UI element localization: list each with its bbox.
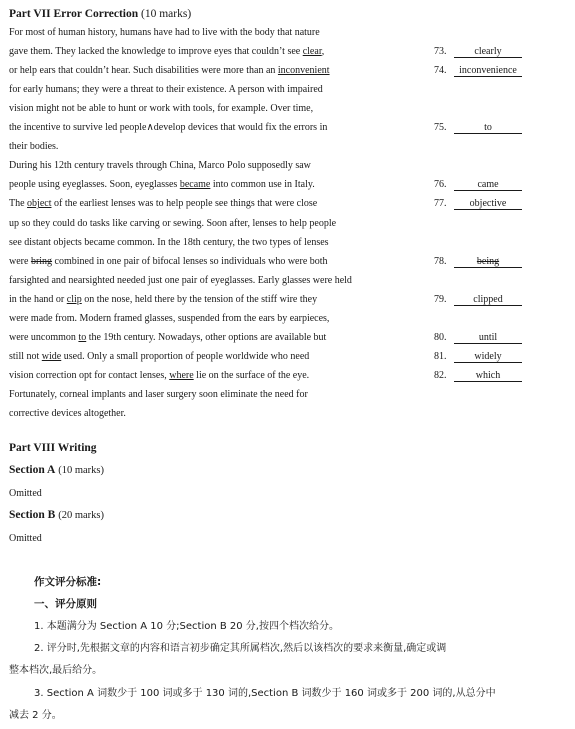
passage-text: were	[9, 255, 31, 267]
underlined-error: object	[27, 198, 52, 210]
passage-line	[9, 178, 315, 191]
section-a-heading	[9, 463, 104, 478]
passage-text: farsighted and nearsighted needed just one pair of eyeglasses. Early glasses were held	[9, 274, 352, 286]
passage-text: of the earliest lenses was to help people see things that were close	[51, 198, 318, 210]
section-a-content: Omitted	[9, 488, 42, 499]
answer-number: 82.	[434, 369, 447, 381]
answer-item	[434, 331, 522, 344]
answer-item	[434, 369, 522, 382]
passage-line	[9, 331, 326, 344]
answer-number: 81.	[434, 350, 447, 362]
underlined-error: clip	[66, 293, 82, 305]
passage-text: corrective devices altogether.	[9, 408, 126, 419]
insertion-caret-icon: ∧	[146, 122, 154, 134]
part7-heading	[9, 7, 191, 21]
passage-line	[9, 407, 126, 420]
answer-blank: came	[454, 179, 522, 191]
answer-number: 73.	[434, 46, 447, 58]
answer-blank: widely	[454, 351, 522, 363]
answer-blank: being	[454, 256, 522, 268]
passage-text: the incentive to survive led people	[9, 122, 147, 134]
underlined-error: where	[169, 369, 194, 381]
section-b-content: Omitted	[9, 533, 42, 544]
answer-number: 77.	[434, 198, 447, 210]
answer-blank: clipped	[454, 294, 522, 306]
answer-item	[434, 255, 522, 268]
passage-line	[9, 217, 336, 230]
passage-line	[9, 369, 309, 382]
underlined-error: wide	[41, 350, 62, 362]
answer-blank: to	[454, 122, 522, 134]
passage-text: for early humans; they were a threat to their existence. A person with impaired	[9, 84, 323, 96]
part8-heading	[9, 441, 97, 455]
section-b-heading	[9, 508, 104, 523]
passage-line	[9, 121, 327, 134]
passage-text: were uncommon	[9, 331, 79, 343]
answer-item	[434, 121, 522, 134]
passage-text: people using eyeglasses. Soon, eyeglasses	[9, 179, 180, 191]
answer-number: 75.	[434, 122, 447, 134]
passage-line	[9, 236, 329, 249]
answer-item	[434, 350, 522, 363]
criteria-item-2-cont: 整本档次,最后给分。	[9, 665, 103, 676]
passage-line	[9, 312, 329, 325]
answer-blank: until	[454, 332, 522, 344]
passage-text: on the nose, held there by the tension of the stiff wire they	[81, 293, 318, 305]
criteria-item-2: 2. 评分时,先根据文章的内容和语言初步确定其所属档次,然后以该档次的要求来衡量,确定或调	[34, 643, 447, 654]
passage-text: For most of human history, humans have had to live with the body that nature	[9, 27, 320, 38]
passage-text: lie on the surface of the eye.	[193, 369, 310, 381]
passage-line	[9, 388, 308, 401]
passage-line	[9, 197, 317, 210]
answer-item	[434, 293, 522, 306]
passage-line	[9, 159, 311, 172]
passage-text: the 19th century. Nowadays, other options are available but	[86, 331, 327, 343]
underlined-error: to	[78, 331, 87, 343]
passage-text: were made from. Modern framed glasses, suspended from the ears by earpieces,	[9, 312, 330, 324]
answer-item	[434, 64, 522, 77]
answer-item	[434, 197, 522, 210]
passage-text: develop devices that would fix the errors in	[153, 122, 328, 134]
section-b-marks: (20 marks)	[58, 510, 104, 521]
passage-text: or help ears that couldn’t hear. Such disabilities were more than an	[9, 65, 278, 77]
criteria-item-3-cont: 减去 2 分。	[9, 710, 62, 721]
section-b-label: Section B	[9, 509, 56, 521]
passage-text: still not	[9, 350, 42, 362]
answer-number: 78.	[434, 255, 447, 267]
passage-line	[9, 350, 309, 363]
passage-line	[9, 255, 328, 268]
passage-line	[9, 293, 317, 306]
passage-line	[9, 83, 323, 96]
underlined-error: clear	[302, 46, 322, 58]
answer-blank: inconvenience	[454, 65, 522, 77]
passage-text: their bodies.	[9, 141, 59, 153]
answer-blank: which	[454, 370, 522, 382]
criteria-item-3: 3. Section A 词数少于 100 词或多于 130 词的,Section B 词数少于 160 词或多于 200 词的,从总分中	[34, 688, 496, 699]
answer-number: 80.	[434, 331, 447, 343]
passage-line	[9, 26, 320, 39]
section-a-marks: (10 marks)	[58, 465, 104, 476]
underlined-error: became	[179, 179, 211, 191]
section-a-label: Section A	[9, 464, 56, 476]
passage-line	[9, 274, 352, 287]
answer-blank: objective	[454, 198, 522, 210]
passage-text: The	[9, 198, 28, 210]
passage-line	[9, 102, 313, 115]
part7-title: Part VII Error Correction	[9, 8, 139, 20]
passage-text: gave them. They lacked the knowledge to improve eyes that couldn’t see	[9, 46, 303, 58]
passage-line	[9, 140, 58, 153]
passage-text: ,	[321, 46, 325, 58]
passage-text: combined in one pair of bifocal lenses so individuals who were both	[52, 255, 328, 267]
answer-item	[434, 45, 522, 58]
passage-text: into common use in Italy.	[210, 179, 315, 191]
struck-error: bring	[30, 255, 53, 267]
passage-text: see distant objects became common. In the 18th century, the two types of lenses	[9, 236, 329, 248]
passage-line	[9, 64, 330, 77]
passage-text: used. Only a small proportion of people worldwide who need	[61, 350, 310, 362]
criteria-subtitle: 一、评分原则	[34, 598, 97, 610]
underlined-error: inconvenient	[277, 65, 330, 77]
passage-text: During his 12th century travels through China, Marco Polo supposedly saw	[9, 160, 311, 172]
answer-blank: clearly	[454, 46, 522, 58]
part7-marks: (10 marks)	[141, 8, 192, 20]
passage-text: vision correction opt for contact lenses,	[9, 369, 170, 381]
passage-text: vision might not be able to hunt or work with tools, for example. Over time,	[9, 103, 314, 115]
criteria-item-1: 1. 本题满分为 Section A 10 分;Section B 20 分,按四个档次给分。	[34, 621, 339, 632]
answer-item	[434, 178, 522, 191]
passage-text: in the hand or	[9, 293, 67, 305]
passage-line	[9, 45, 324, 58]
passage-text: Fortunately, corneal implants and laser surgery soon eliminate the need for	[9, 388, 308, 400]
passage-text: up so they could do tasks like carving or sewing. Soon after, lenses to help people	[9, 217, 337, 229]
answer-number: 79.	[434, 293, 447, 305]
answer-number: 74.	[434, 65, 447, 77]
answer-number: 76.	[434, 179, 447, 191]
part8-title: Part VIII Writing	[9, 442, 97, 454]
criteria-title: 作文评分标准:	[34, 576, 102, 588]
